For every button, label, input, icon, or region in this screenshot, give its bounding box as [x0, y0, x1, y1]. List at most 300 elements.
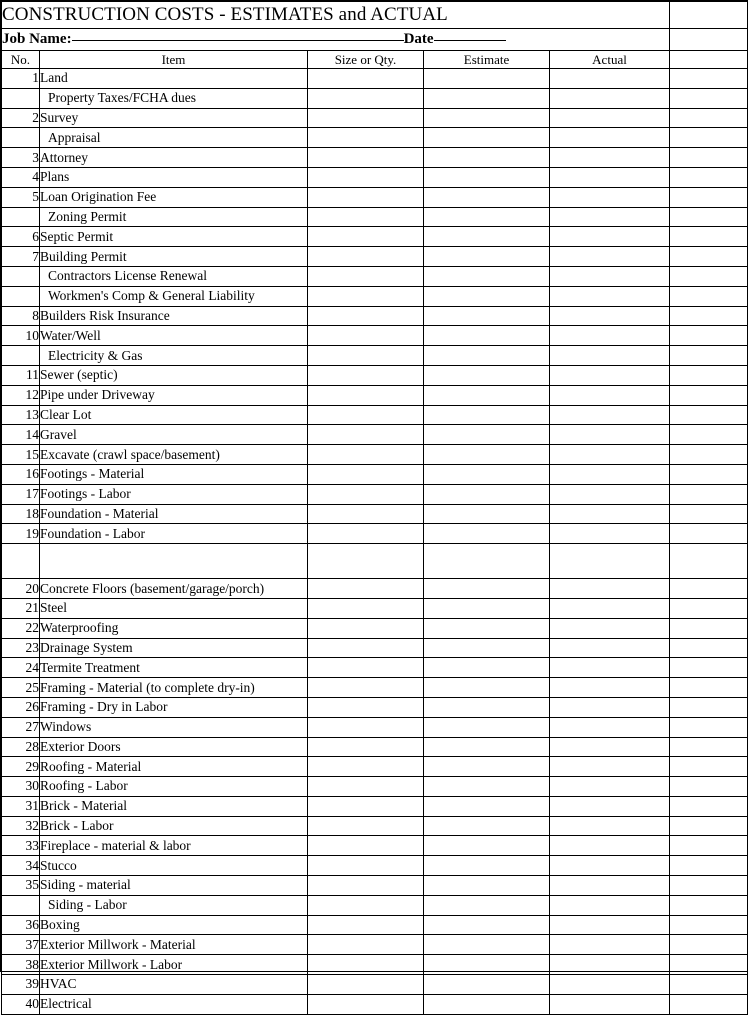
row-item-label: Zoning Permit — [40, 207, 308, 227]
row-estimate-input[interactable] — [424, 266, 550, 286]
row-actual-input[interactable] — [550, 365, 670, 385]
row-extra-cell — [670, 777, 748, 797]
row-estimate-input[interactable] — [424, 306, 550, 326]
row-item-label: Septic Permit — [40, 227, 308, 247]
row-size-input[interactable] — [308, 524, 424, 544]
row-number: 33 — [2, 836, 40, 856]
row-actual-input[interactable] — [550, 128, 670, 148]
row-actual-input[interactable] — [550, 524, 670, 544]
row-number: 26 — [2, 697, 40, 717]
row-actual-input[interactable] — [550, 207, 670, 227]
row-estimate-input[interactable] — [424, 365, 550, 385]
row-estimate-input[interactable] — [424, 955, 550, 975]
row-estimate-input[interactable] — [424, 598, 550, 618]
row-actual-input[interactable] — [550, 975, 670, 995]
row-item-label: Workmen's Comp & General Liability — [40, 286, 308, 306]
row-item-label: Foundation - Material — [40, 504, 308, 524]
row-item-label: Waterproofing — [40, 618, 308, 638]
row-item-label: Gravel — [40, 425, 308, 445]
row-estimate-input[interactable] — [424, 994, 550, 1014]
row-size-input[interactable] — [308, 484, 424, 504]
table-row — [2, 167, 748, 187]
row-item-label: Contractors License Renewal — [40, 266, 308, 286]
row-actual-input[interactable] — [550, 856, 670, 876]
row-number: 6 — [2, 227, 40, 247]
row-estimate-input[interactable] — [424, 544, 550, 579]
row-size-input[interactable] — [308, 757, 424, 777]
row-estimate-input[interactable] — [424, 286, 550, 306]
row-extra-cell — [670, 935, 748, 955]
row-estimate-input[interactable] — [424, 405, 550, 425]
row-actual-input[interactable] — [550, 836, 670, 856]
row-extra-cell — [670, 148, 748, 168]
row-actual-input[interactable] — [550, 796, 670, 816]
row-item-label: Electrical — [40, 994, 308, 1014]
row-actual-input[interactable] — [550, 638, 670, 658]
row-extra-cell — [670, 167, 748, 187]
table-row — [2, 266, 748, 286]
row-actual-input[interactable] — [550, 306, 670, 326]
row-number: 21 — [2, 598, 40, 618]
row-extra-cell — [670, 247, 748, 267]
row-number: 17 — [2, 484, 40, 504]
row-item-label: Appraisal — [40, 128, 308, 148]
row-size-input[interactable] — [308, 975, 424, 995]
row-extra-cell — [670, 994, 748, 1014]
row-actual-input[interactable] — [550, 598, 670, 618]
row-item-label: Siding - Labor — [40, 895, 308, 915]
table-row — [2, 777, 748, 797]
row-number: 18 — [2, 504, 40, 524]
row-estimate-input[interactable] — [424, 678, 550, 698]
table-row — [2, 445, 748, 465]
row-estimate-input[interactable] — [424, 464, 550, 484]
row-extra-cell — [670, 405, 748, 425]
column-header-no: No. — [2, 51, 40, 69]
table-row — [2, 544, 748, 579]
table-row — [2, 405, 748, 425]
row-actual-input[interactable] — [550, 227, 670, 247]
row-extra-cell — [670, 895, 748, 915]
row-estimate-input[interactable] — [424, 346, 550, 366]
row-actual-input[interactable] — [550, 816, 670, 836]
row-estimate-input[interactable] — [424, 856, 550, 876]
row-item-label: Siding - material — [40, 876, 308, 896]
table-row — [2, 425, 748, 445]
column-header-estimate: Estimate — [424, 51, 550, 69]
row-extra-cell — [670, 69, 748, 89]
row-number: 37 — [2, 935, 40, 955]
row-number — [2, 544, 40, 579]
table-row — [2, 598, 748, 618]
table-row — [2, 856, 748, 876]
row-estimate-input[interactable] — [424, 895, 550, 915]
row-number: 36 — [2, 915, 40, 935]
row-extra-cell — [670, 876, 748, 896]
row-number: 29 — [2, 757, 40, 777]
row-estimate-input[interactable] — [424, 247, 550, 267]
job-name-label: Job Name: — [2, 31, 72, 47]
row-extra-cell — [670, 425, 748, 445]
row-size-input[interactable] — [308, 326, 424, 346]
table-row — [2, 697, 748, 717]
row-extra-cell — [670, 187, 748, 207]
table-row — [2, 717, 748, 737]
row-extra-cell — [670, 757, 748, 777]
row-number: 8 — [2, 306, 40, 326]
row-actual-input[interactable] — [550, 895, 670, 915]
row-size-input[interactable] — [308, 836, 424, 856]
row-number: 39 — [2, 975, 40, 995]
table-row — [2, 618, 748, 638]
row-actual-input[interactable] — [550, 579, 670, 599]
row-size-input[interactable] — [308, 247, 424, 267]
row-size-input[interactable] — [308, 638, 424, 658]
row-number: 12 — [2, 385, 40, 405]
row-item-label: Drainage System — [40, 638, 308, 658]
row-number: 35 — [2, 876, 40, 896]
row-size-input[interactable] — [308, 187, 424, 207]
row-number — [2, 88, 40, 108]
table-row — [2, 69, 748, 89]
row-extra-cell — [670, 618, 748, 638]
row-estimate-input[interactable] — [424, 88, 550, 108]
row-extra-cell — [670, 658, 748, 678]
row-estimate-input[interactable] — [424, 108, 550, 128]
row-actual-input[interactable] — [550, 167, 670, 187]
row-estimate-input[interactable] — [424, 425, 550, 445]
worksheet-body — [2, 2, 748, 1015]
row-item-label: Land — [40, 69, 308, 89]
column-header-row — [2, 51, 748, 69]
table-row — [2, 737, 748, 757]
row-item-label: HVAC — [40, 975, 308, 995]
row-size-input[interactable] — [308, 385, 424, 405]
row-item-label: Stucco — [40, 856, 308, 876]
row-extra-cell — [670, 385, 748, 405]
row-number: 13 — [2, 405, 40, 425]
row-size-input[interactable] — [308, 915, 424, 935]
table-row — [2, 504, 748, 524]
row-estimate-input[interactable] — [424, 717, 550, 737]
row-item-label: Exterior Millwork - Labor — [40, 955, 308, 975]
row-estimate-input[interactable] — [424, 207, 550, 227]
row-number: 14 — [2, 425, 40, 445]
row-item-label: Roofing - Material — [40, 757, 308, 777]
row-number — [2, 895, 40, 915]
row-extra-cell — [670, 266, 748, 286]
row-size-input[interactable] — [308, 425, 424, 445]
row-extra-cell — [670, 915, 748, 935]
row-extra-cell — [670, 856, 748, 876]
row-estimate-input[interactable] — [424, 326, 550, 346]
row-size-input[interactable] — [308, 207, 424, 227]
row-size-input[interactable] — [308, 737, 424, 757]
row-size-input[interactable] — [308, 717, 424, 737]
row-estimate-input[interactable] — [424, 579, 550, 599]
row-number — [2, 346, 40, 366]
row-actual-input[interactable] — [550, 757, 670, 777]
row-size-input[interactable] — [308, 69, 424, 89]
row-actual-input[interactable] — [550, 88, 670, 108]
row-estimate-input[interactable] — [424, 757, 550, 777]
row-item-label: Boxing — [40, 915, 308, 935]
row-extra-cell — [670, 227, 748, 247]
row-actual-input[interactable] — [550, 618, 670, 638]
row-item-label: Pipe under Driveway — [40, 385, 308, 405]
row-number — [2, 207, 40, 227]
row-item-label: Building Permit — [40, 247, 308, 267]
column-header-size: Size or Qty. — [308, 51, 424, 69]
row-size-input[interactable] — [308, 544, 424, 579]
row-size-input[interactable] — [308, 678, 424, 698]
row-item-label: Property Taxes/FCHA dues — [40, 88, 308, 108]
row-actual-input[interactable] — [550, 187, 670, 207]
row-size-input[interactable] — [308, 796, 424, 816]
row-size-input[interactable] — [308, 598, 424, 618]
table-row — [2, 108, 748, 128]
job-name-extra-cell — [670, 29, 748, 51]
table-row — [2, 935, 748, 955]
row-extra-cell — [670, 836, 748, 856]
row-number: 22 — [2, 618, 40, 638]
row-size-input[interactable] — [308, 955, 424, 975]
row-actual-input[interactable] — [550, 935, 670, 955]
row-estimate-input[interactable] — [424, 504, 550, 524]
table-row — [2, 484, 748, 504]
row-actual-input[interactable] — [550, 915, 670, 935]
column-header-extra — [670, 51, 748, 69]
row-extra-cell — [670, 544, 748, 579]
row-actual-input[interactable] — [550, 445, 670, 465]
row-actual-input[interactable] — [550, 994, 670, 1014]
table-row — [2, 128, 748, 148]
row-actual-input[interactable] — [550, 504, 670, 524]
row-number: 5 — [2, 187, 40, 207]
row-size-input[interactable] — [308, 504, 424, 524]
row-number: 3 — [2, 148, 40, 168]
table-row — [2, 915, 748, 935]
row-estimate-input[interactable] — [424, 935, 550, 955]
row-item-label: Plans — [40, 167, 308, 187]
row-estimate-input[interactable] — [424, 148, 550, 168]
row-actual-input[interactable] — [550, 69, 670, 89]
row-size-input[interactable] — [308, 618, 424, 638]
row-estimate-input[interactable] — [424, 128, 550, 148]
row-number: 30 — [2, 777, 40, 797]
row-extra-cell — [670, 88, 748, 108]
row-actual-input[interactable] — [550, 247, 670, 267]
row-actual-input[interactable] — [550, 697, 670, 717]
row-size-input[interactable] — [308, 464, 424, 484]
row-actual-input[interactable] — [550, 955, 670, 975]
row-size-input[interactable] — [308, 167, 424, 187]
row-estimate-input[interactable] — [424, 915, 550, 935]
row-size-input[interactable] — [308, 658, 424, 678]
row-actual-input[interactable] — [550, 484, 670, 504]
row-estimate-input[interactable] — [424, 69, 550, 89]
row-number — [2, 286, 40, 306]
row-actual-input[interactable] — [550, 737, 670, 757]
row-actual-input[interactable] — [550, 405, 670, 425]
row-estimate-input[interactable] — [424, 167, 550, 187]
table-row — [2, 994, 748, 1014]
row-estimate-input[interactable] — [424, 638, 550, 658]
row-extra-cell — [670, 326, 748, 346]
row-size-input[interactable] — [308, 108, 424, 128]
page-title: CONSTRUCTION COSTS - ESTIMATES and ACTUAL — [2, 2, 670, 29]
row-extra-cell — [670, 504, 748, 524]
row-actual-input[interactable] — [550, 777, 670, 797]
row-item-label: Roofing - Labor — [40, 777, 308, 797]
row-number — [2, 128, 40, 148]
row-item-label: Excavate (crawl space/basement) — [40, 445, 308, 465]
row-actual-input[interactable] — [550, 678, 670, 698]
row-size-input[interactable] — [308, 856, 424, 876]
row-size-input[interactable] — [308, 266, 424, 286]
title-extra-cell — [670, 2, 748, 29]
row-actual-input[interactable] — [550, 425, 670, 445]
table-row — [2, 88, 748, 108]
row-size-input[interactable] — [308, 895, 424, 915]
job-name-row — [2, 29, 748, 51]
row-extra-cell — [670, 816, 748, 836]
row-item-label: Concrete Floors (basement/garage/porch) — [40, 579, 308, 599]
row-estimate-input[interactable] — [424, 796, 550, 816]
row-actual-input[interactable] — [550, 108, 670, 128]
row-item-label — [40, 544, 308, 579]
row-number: 15 — [2, 445, 40, 465]
table-row — [2, 187, 748, 207]
row-extra-cell — [670, 737, 748, 757]
row-actual-input[interactable] — [550, 876, 670, 896]
table-row — [2, 876, 748, 896]
row-size-input[interactable] — [308, 365, 424, 385]
row-size-input[interactable] — [308, 148, 424, 168]
row-estimate-input[interactable] — [424, 187, 550, 207]
row-item-label: Windows — [40, 717, 308, 737]
row-size-input[interactable] — [308, 876, 424, 896]
row-estimate-input[interactable] — [424, 697, 550, 717]
row-estimate-input[interactable] — [424, 836, 550, 856]
table-row — [2, 326, 748, 346]
row-actual-input[interactable] — [550, 266, 670, 286]
row-item-label: Footings - Material — [40, 464, 308, 484]
row-estimate-input[interactable] — [424, 618, 550, 638]
row-item-label: Foundation - Labor — [40, 524, 308, 544]
row-extra-cell — [670, 598, 748, 618]
row-actual-input[interactable] — [550, 464, 670, 484]
column-header-item: Item — [40, 51, 308, 69]
row-actual-input[interactable] — [550, 286, 670, 306]
row-number — [2, 266, 40, 286]
row-size-input[interactable] — [308, 579, 424, 599]
row-size-input[interactable] — [308, 697, 424, 717]
row-extra-cell — [670, 464, 748, 484]
date-label: Date — [403, 31, 434, 47]
job-name-input[interactable] — [72, 40, 404, 41]
row-size-input[interactable] — [308, 935, 424, 955]
row-actual-input[interactable] — [550, 658, 670, 678]
row-item-label: Steel — [40, 598, 308, 618]
table-row — [2, 464, 748, 484]
row-estimate-input[interactable] — [424, 975, 550, 995]
row-item-label: Builders Risk Insurance — [40, 306, 308, 326]
row-number: 32 — [2, 816, 40, 836]
row-estimate-input[interactable] — [424, 385, 550, 405]
date-input[interactable] — [434, 40, 506, 41]
row-estimate-input[interactable] — [424, 737, 550, 757]
row-number: 23 — [2, 638, 40, 658]
row-estimate-input[interactable] — [424, 445, 550, 465]
row-actual-input[interactable] — [550, 385, 670, 405]
row-size-input[interactable] — [308, 816, 424, 836]
row-size-input[interactable] — [308, 88, 424, 108]
row-extra-cell — [670, 717, 748, 737]
row-size-input[interactable] — [308, 286, 424, 306]
row-size-input[interactable] — [308, 306, 424, 326]
row-number: 16 — [2, 464, 40, 484]
row-estimate-input[interactable] — [424, 816, 550, 836]
table-row — [2, 207, 748, 227]
row-item-label: Framing - Dry in Labor — [40, 697, 308, 717]
row-extra-cell — [670, 796, 748, 816]
row-extra-cell — [670, 445, 748, 465]
row-actual-input[interactable] — [550, 326, 670, 346]
row-number: 2 — [2, 108, 40, 128]
row-extra-cell — [670, 484, 748, 504]
row-number: 7 — [2, 247, 40, 267]
row-actual-input[interactable] — [550, 544, 670, 579]
row-estimate-input[interactable] — [424, 227, 550, 247]
table-row — [2, 678, 748, 698]
row-estimate-input[interactable] — [424, 658, 550, 678]
row-item-label: Exterior Millwork - Material — [40, 935, 308, 955]
row-size-input[interactable] — [308, 994, 424, 1014]
row-estimate-input[interactable] — [424, 876, 550, 896]
row-actual-input[interactable] — [550, 717, 670, 737]
table-row — [2, 306, 748, 326]
row-size-input[interactable] — [308, 128, 424, 148]
row-item-label: Loan Origination Fee — [40, 187, 308, 207]
row-size-input[interactable] — [308, 346, 424, 366]
table-row — [2, 579, 748, 599]
row-extra-cell — [670, 128, 748, 148]
row-estimate-input[interactable] — [424, 484, 550, 504]
table-row — [2, 836, 748, 856]
row-size-input[interactable] — [308, 777, 424, 797]
row-extra-cell — [670, 638, 748, 658]
row-number: 4 — [2, 167, 40, 187]
table-row — [2, 365, 748, 385]
row-number: 20 — [2, 579, 40, 599]
table-row — [2, 247, 748, 267]
row-estimate-input[interactable] — [424, 524, 550, 544]
row-size-input[interactable] — [308, 227, 424, 247]
row-extra-cell — [670, 524, 748, 544]
row-estimate-input[interactable] — [424, 777, 550, 797]
row-size-input[interactable] — [308, 445, 424, 465]
row-size-input[interactable] — [308, 405, 424, 425]
row-actual-input[interactable] — [550, 346, 670, 366]
row-number: 34 — [2, 856, 40, 876]
row-number: 25 — [2, 678, 40, 698]
job-name-field-group[interactable] — [2, 29, 670, 51]
row-item-label: Clear Lot — [40, 405, 308, 425]
worksheet-table — [1, 1, 748, 1015]
row-item-label: Exterior Doors — [40, 737, 308, 757]
row-actual-input[interactable] — [550, 148, 670, 168]
